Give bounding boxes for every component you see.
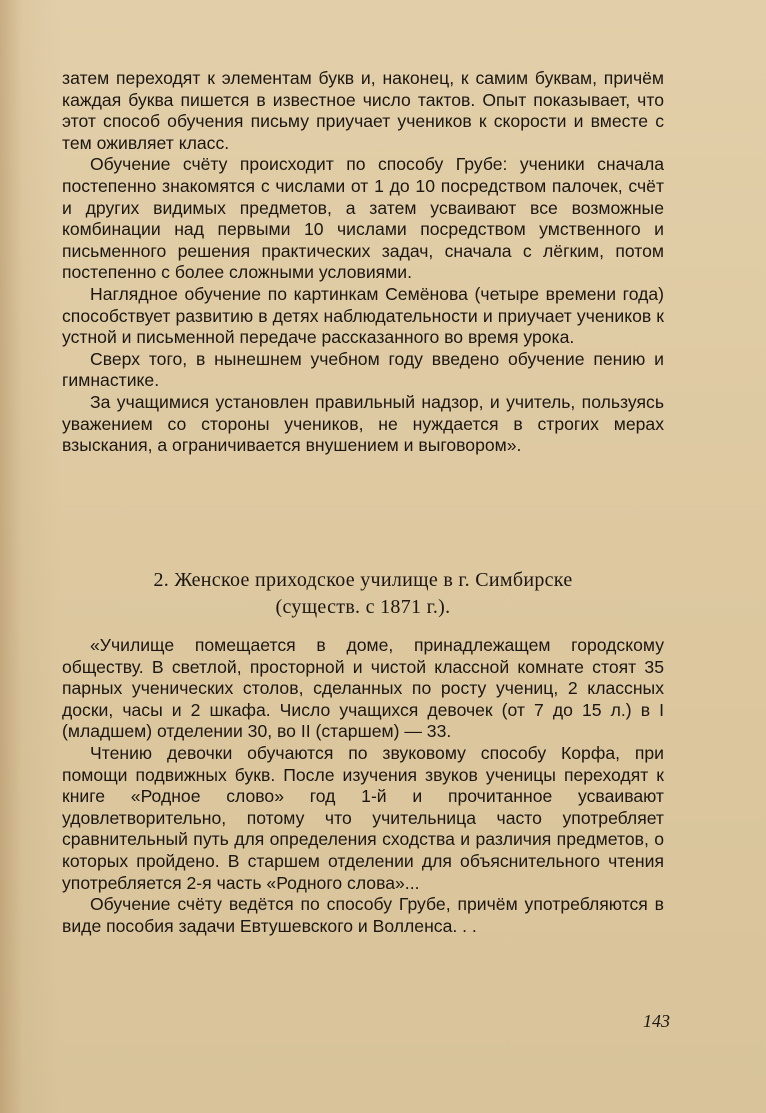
paragraph: Обучение счёту ведётся по способу Грубе, причём употребляются в виде пособия задачи Евтушевского и Волленса. . . (62, 894, 664, 936)
bottom-text-block (62, 635, 664, 937)
section-heading-title: 2. Женское приходское училище в г. Симбирске (153, 569, 573, 591)
paragraph: затем переходят к элементам букв и, наконец, к самим буквам, причём каждая буква пишется в известное число тактов. Опыт показывает, что этот способ обучения письму приучает учеников к скорости и вместе с тем оживляет класс. (62, 68, 664, 153)
paragraph: Наглядное обучение по картинкам Семёнова (четыре времени года) способствует развитию в детях наблюдательности и приучает учеников к устной и письменной передаче рассказанного во время урока. (62, 283, 664, 348)
paragraph: Обучение счёту происходит по способу Грубе: ученики сначала постепенно знакомятся с числами от 1 до 10 посредством палочек, счёт и других видимых предметов, а затем усваивают все возможные комбинации над первыми 10 числами посредством умственного и письменного решения практических задач, сначала с лёгким, потом постепенно с более сложными условиями. (62, 154, 664, 283)
paragraph: Сверх того, в нынешнем учебном году введено обучение пению и гимнастике. (62, 348, 664, 391)
page-number: 143 (643, 1011, 670, 1031)
paragraph: Чтению девочки обучаются по звуковому способу Корфа, при помощи подвижных букв. После изучения звуков ученицы переходят к книге «Родное слово» год 1-й и прочитанное усваивают удовлетворительно, потому что учительница часто употребляет сравнительный путь для определения сходства и различия предметов, о которых пройдено. В старшем отделении для объяснительного чтения употребляется 2-я часть «Родного слова»... (62, 742, 664, 893)
section-heading-subtitle: (существ. с 1871 г.). (275, 596, 451, 618)
top-text-block (62, 68, 664, 457)
paragraph: «Училище помещается в доме, принадлежащем городскому обществу. В светлой, просторной и чистой классной комнате стоят 35 парных ученических столов, сделанных по росту учениц, 2 классных доски, часы и 2 шкафа. Число учащихся девочек (от 7 до 15 л.) в I (младшем) отделении 30, во II (старшем) — 33. (62, 635, 664, 742)
section-heading (62, 567, 664, 621)
paragraph: За учащимися установлен правильный надзор, и учитель, пользуясь уважением со стороны учеников, не нуждается в строгих мерах взыскания, а ограничивается внушением и выговором». (62, 391, 664, 456)
